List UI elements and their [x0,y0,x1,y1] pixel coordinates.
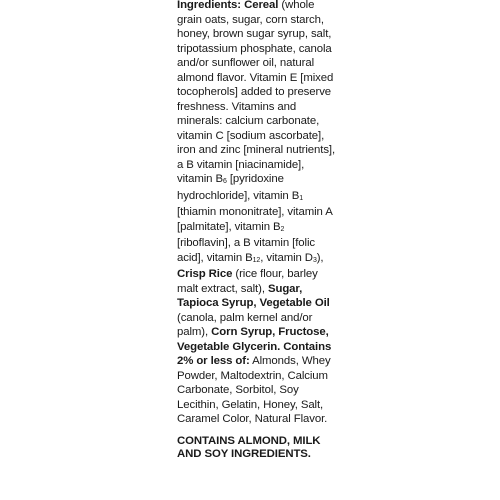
cereal-text: (whole grain oats, sugar, corn starch, honey, brown sugar syrup, salt, tripotassium phosphate, canola and/or sunflower oil, natural almond flavor. Vitamin E [mixed tocopherols] added to preserve freshness. Vitamins and minerals: calcium carbonate, vitamin C [sodium ascorbate], iron and zinc [mineral nutrients], a B vitamin [niacinamide], vitamin B [177,0,336,185]
b6-text: [pyridoxine hydrochloride], vitamin B [177,173,300,202]
ingredients-heading: Ingredients: [177,0,241,11]
crisp-rice-label: Crisp Rice [177,268,233,280]
b2-text: [riboflavin], a B vitamin [folic acid], vitamin B [177,237,315,264]
d3-text: ), [316,251,324,264]
oil-text: (canola, palm kernel and/or palm), [177,311,313,338]
sugar-oil-label: Sugar, Tapioca Syrup, Vegetable Oil [177,282,330,309]
vitamin-b12-subscript: 12 [252,256,261,264]
ingredients-list [177,0,337,427]
crisp-rice-text: (rice flour, barley malt extract, salt), [177,268,318,295]
syrup-label: Corn Syrup, Fructose, Vegetable Glycerin. Contains 2% or less of: [177,326,332,367]
less-of-text: Almonds, Whey Powder, Maltodextrin, Calcium Carbonate, Sorbitol, Soy Lecithin, Gelatin, Honey, Salt, Caramel Color, Natural Flavor. [177,355,331,425]
b12-text: , vitamin D [260,251,313,264]
vitamin-d3-subscript: 3 [312,256,317,264]
vitamin-b2-subscript: 2 [280,225,285,233]
b1-text: [thiamin mononitrate], vitamin A [palmitate], vitamin B [177,206,333,233]
vitamin-b1-subscript: 1 [299,194,304,202]
vitamin-b6-subscript: 6 [222,178,227,185]
cereal-label: Cereal [244,0,279,11]
allergen-statement: CONTAINS ALMOND, MILK AND SOY INGREDIENTS. [177,434,321,460]
nutrition-label-panel [177,0,337,462]
